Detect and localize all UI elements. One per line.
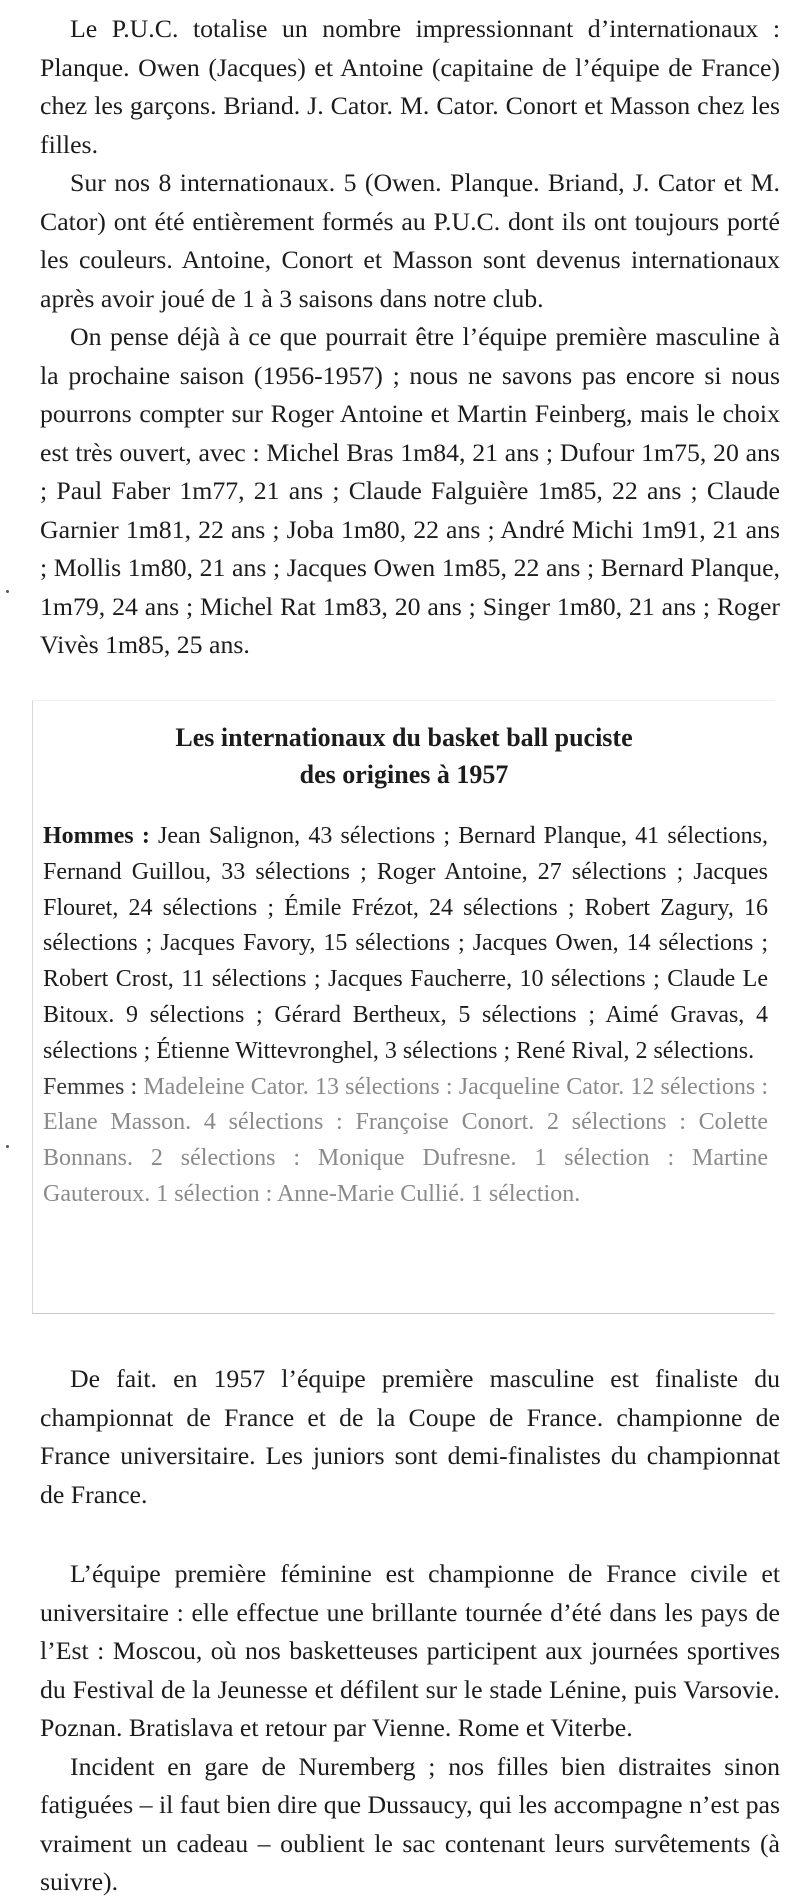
women-label: Femmes :: [43, 1073, 138, 1100]
men-list: [43, 819, 768, 1070]
paragraph-formes-au-puc: Sur nos 8 internationaux. 5 (Owen. Planque. Briand, J. Cator et M. Cator) ont été entièrement formés au P.U.C. dont ils ont toujours porté les couleurs. Antoine, Conort et Masson sont devenus internationaux après avoir joué de 1 à 3 saisons dans notre club.: [40, 168, 780, 313]
men-label: Hommes :: [43, 823, 150, 849]
paragraph-nuremberg: Incident en gare de Nuremberg ; nos filles bien distraites sinon fatiguées – il faut bien dire que Dussaucy, qui les accompagne n’est pas vraiment un cadeau – oublient le sac contenant leurs survêtements (à suivre).: [40, 1751, 780, 1896]
women-text: Madeleine Cator. 13 sélections : Jacqueline Cator. 12 sélections : Elane Masson. 4 sélections : Françoise Conort. 2 sélections : Colette Bonnans. 2 sélections : Monique Dufresne. 1 sélection : Martine Gauteroux. 1 sélection : Anne-Marie Cullié. 1 sélection.: [43, 1073, 768, 1207]
women-list: [43, 1070, 768, 1213]
box-title: [33, 719, 775, 793]
paragraph-internationaux: Le P.U.C. totalise un nombre impressionnant d’internationaux : Planque. Owen (Jacques) et Antoine (capitaine de l’équipe de France) chez les garçons. Briand. J. Cator. M. Cator. Conort et Masson chez les filles.: [40, 14, 780, 159]
men-text: Jean Salignon, 43 sélections ; Bernard Planque, 41 sélections, Fernand Guillou, 33 sélections ; Roger Antoine, 27 sélections ; Jacques Flouret, 24 sélections ; Émile Frézot, 24 sélections ; Robert Zagury, 16 sélections ; Jacques Favory, 15 sélections ; Jacques Owen, 14 sélections ; Robert Crost, 11 sélections ; Jacques Faucherre, 10 sélections ; Claude Le Bitoux. 9 sélections ; Gérard Bertheux, 5 sélections ; Aimé Gravas, 4 sélections ; Étienne Wittevronghel, 3 sélections ; René Rival, 2 sélections.: [43, 823, 769, 1064]
box-title-line-2: des origines à 1957: [299, 760, 509, 789]
margin-speck: [6, 590, 9, 593]
results-text: [40, 1360, 780, 1514]
women-team-text: [40, 1555, 780, 1902]
margin-speck: [6, 1145, 9, 1148]
internationals-box: [32, 700, 775, 1314]
paragraph-equipe-feminine: L’équipe première féminine est championne de France civile et universitaire : elle effectue une brillante tournée d’été dans les pays de l’Est : Moscou, où nos basketteuses participent aux journées sportives du Festival de la Jeunesse et défilent sur le stade Lénine, puis Varsovie. Poznan. Bratislava et retour par Vienne. Rome et Viterbe.: [40, 1559, 780, 1742]
intro-text: [40, 10, 780, 665]
box-title-line-1: Les internationaux du basket ball puciste: [175, 723, 633, 752]
box-body: [43, 819, 768, 1213]
paragraph-1957-results: De fait. en 1957 l’équipe première masculine est finaliste du championnat de France et de la Coupe de France. championne de France universitaire. Les juniors sont demi-finalistes du championnat de France.: [40, 1364, 780, 1509]
paragraph-equipe-premiere: On pense déjà à ce que pourrait être l’équipe première masculine à la prochaine saison (1956-1957) ; nous ne savons pas encore si nous pourrons compter sur Roger Antoine et Martin Feinberg, mais le choix est très ouvert, avec : Michel Bras 1m84, 21 ans ; Dufour 1m75, 20 ans ; Paul Faber 1m77, 21 ans ; Claude Falguière 1m85, 22 ans ; Claude Garnier 1m81, 22 ans ; Joba 1m80, 22 ans ; André Michi 1m91, 21 ans ; Mollis 1m80, 21 ans ; Jacques Owen 1m85, 22 ans ; Bernard Planque, 1m79, 24 ans ; Michel Rat 1m83, 20 ans ; Singer 1m80, 21 ans ; Roger Vivès 1m85, 25 ans.: [40, 322, 780, 659]
